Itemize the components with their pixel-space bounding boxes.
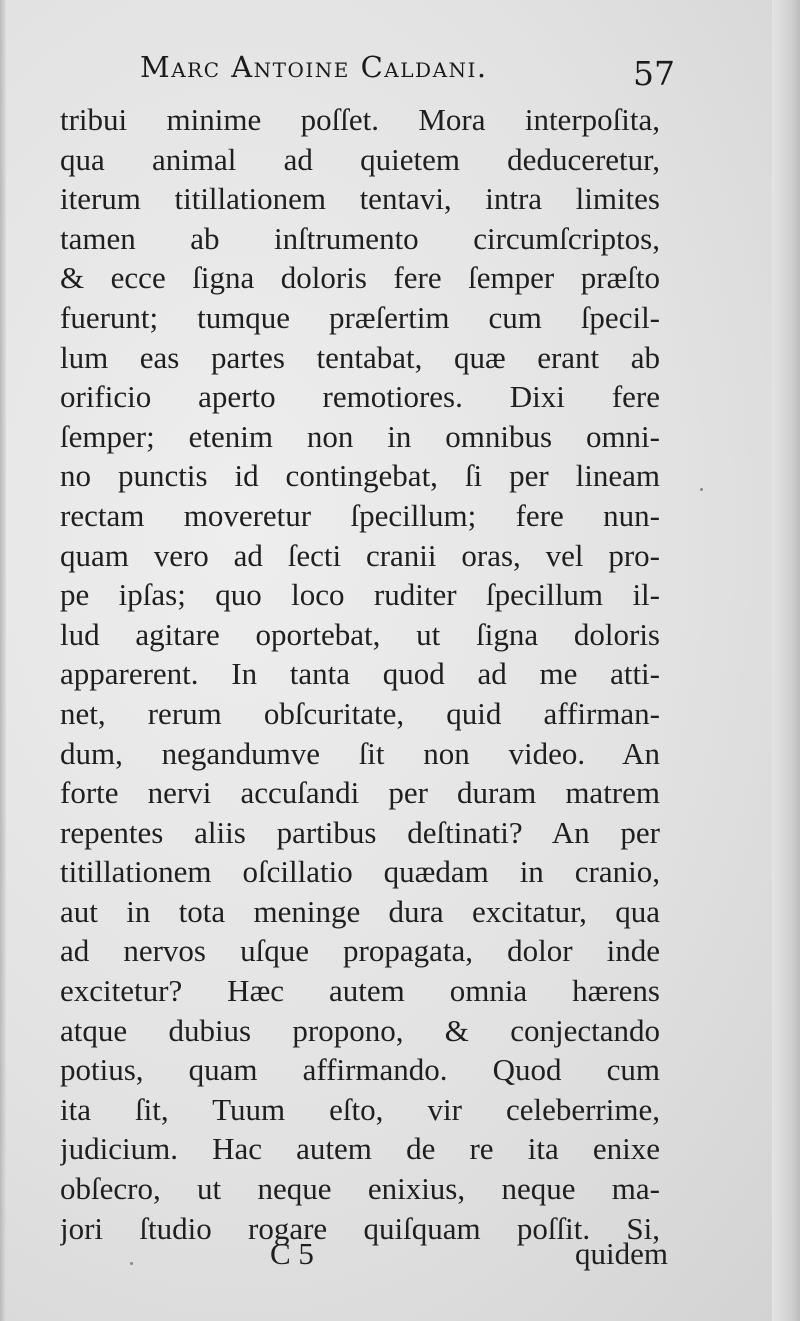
text-line: lud agitare oportebat, ut ſigna doloris — [60, 616, 660, 652]
text-line: jori ſtudio rogare quiſquam poſſit. Si, — [60, 1210, 660, 1246]
text-line: repentes aliis partibus deſtinati? An per — [60, 814, 660, 850]
text-line: judicium. Hac autem de re ita enixe — [60, 1131, 660, 1167]
text-line: ita ſit, Tuum eſto, vir celeberrime, — [60, 1091, 660, 1127]
body-text — [60, 100, 660, 1248]
text-line: titillationem oſcillatio quædam in cranio, — [60, 854, 660, 890]
signature-mark: C 5 — [270, 1236, 314, 1271]
text-line: dum, negandumve ſit non video. An — [60, 735, 660, 771]
text-line: ad nervos uſque propagata, dolor inde — [60, 933, 660, 969]
text-line: orificio aperto remotiores. Dixi fere — [60, 379, 660, 415]
text-line: & ecce ſigna doloris fere ſemper præſto — [60, 260, 660, 296]
text-line: potius, quam affirmando. Quod cum — [60, 1052, 660, 1088]
text-line: quam vero ad ſecti cranii oras, vel pro- — [60, 537, 660, 573]
running-head: Marc Antoine Caldani. — [140, 50, 488, 84]
text-line: tribui minime poſſet. Mora interpoſita, — [60, 102, 660, 137]
text-line: iterum titillationem tentavi, intra limites — [60, 181, 660, 217]
text-line: excitetur? Hæc autem omnia hærens — [60, 973, 660, 1009]
text-line: fuerunt; tumque præſertim cum ſpecil- — [60, 299, 660, 335]
text-line: tamen ab inſtrumento circumſcriptos, — [60, 220, 660, 256]
catchword: quidem — [575, 1236, 668, 1271]
text-line: ſemper; etenim non in omnibus omni- — [60, 418, 660, 454]
paper-speck — [130, 1262, 133, 1265]
page-header — [60, 44, 675, 102]
text-line: obſecro, ut neque enixius, neque ma- — [60, 1171, 660, 1207]
text-line: pe ipſas; quo loco ruditer ſpecillum il- — [60, 577, 660, 613]
page-footer — [60, 1236, 670, 1286]
page-gutter-shadow — [0, 0, 6, 1321]
text-line: lum eas partes tentabat, quæ erant ab — [60, 339, 660, 375]
page-edge-shadow — [772, 0, 800, 1321]
text-line: no punctis id contingebat, ſi per lineam — [60, 458, 660, 494]
text-line: rectam moveretur ſpecillum; fere nun- — [60, 497, 660, 533]
text-line: aut in tota meninge dura excitatur, qua — [60, 893, 660, 929]
text-line: forte nervi accuſandi per duram matrem — [60, 775, 660, 811]
text-line: apparerent. In tanta quod ad me atti- — [60, 656, 660, 692]
paper-speck — [700, 488, 703, 491]
page-number: 57 — [633, 54, 675, 93]
text-line: net, rerum obſcuritate, quid affirman- — [60, 695, 660, 731]
text-line: qua animal ad quietem deduceretur, — [60, 141, 660, 177]
text-line: atque dubius propono, & conjectando — [60, 1012, 660, 1048]
